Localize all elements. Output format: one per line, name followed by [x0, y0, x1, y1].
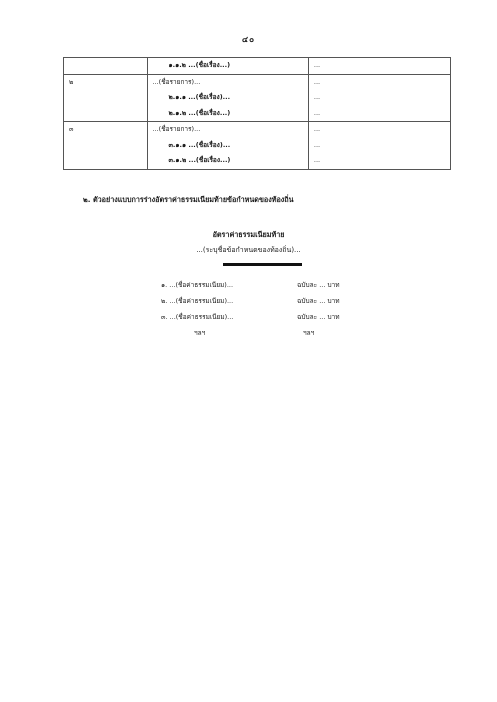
fee-rate: ฉบับละ ... บาท	[297, 281, 340, 289]
item-number-cell	[64, 74, 148, 122]
fee-row	[0, 280, 497, 296]
item-title: ...(ชื่อรายการ)...	[152, 77, 201, 86]
table-row	[64, 122, 451, 170]
fee-name: ๓. ...(ชื่อค่าธรรมเนียม)...	[161, 313, 234, 321]
title-underline	[223, 263, 302, 266]
item-detail: ...	[313, 77, 321, 86]
fee-schedule-subtitle: ...(ระบุชื่อข้อกำหนดของท้องถิ่น)...	[196, 246, 301, 254]
page-number: ๔๐	[242, 35, 255, 44]
sub-item-title: ๓.๑.๒ ...(ชื่อเรื่อง...)	[168, 156, 231, 164]
item-title-cell	[148, 122, 308, 170]
item-detail-cell	[308, 58, 450, 75]
item-number-cell	[64, 122, 148, 170]
item-number	[64, 58, 147, 74]
etc-marker-left: ฯลฯ	[194, 329, 206, 337]
fee-etc-row	[0, 328, 497, 344]
item-title-cell	[148, 58, 308, 75]
item-detail-cell	[308, 74, 450, 122]
fee-row	[0, 312, 497, 328]
fee-rate: ฉบับละ ... บาท	[297, 297, 340, 305]
item-detail-cell	[308, 122, 450, 170]
section-heading: ๒. ตัวอย่างแบบการร่างอัตราค่าธรรมเนียมท้ายข้อกำหนดของท้องถิ่น	[83, 195, 294, 204]
sub-item-title: ๓.๑.๑ ...(ชื่อเรื่อง)...	[168, 140, 231, 149]
item-detail: ...	[313, 93, 321, 101]
etc-marker-right: ฯลฯ	[303, 329, 315, 337]
item-title-cell	[148, 74, 308, 122]
sub-item-title: ๑.๑.๒ ...(ชื่อเรื่อง...)	[168, 61, 231, 69]
table-row	[64, 58, 451, 75]
item-number: ๓	[69, 125, 74, 133]
fee-name: ๒. ...(ชื่อค่าธรรมเนียม)...	[161, 297, 234, 305]
item-detail: ...	[313, 125, 321, 133]
fee-row	[0, 296, 497, 312]
fee-name: ๑. ...(ชื่อค่าธรรมเนียม)...	[161, 281, 234, 289]
outline-table	[63, 57, 451, 170]
outline-table-body	[64, 58, 451, 170]
sub-item-title: ๒.๑.๑ ...(ชื่อเรื่อง)...	[168, 93, 231, 101]
item-detail: ...	[313, 61, 321, 69]
fee-list	[0, 280, 497, 344]
table-row	[64, 74, 451, 122]
item-number-cell	[64, 58, 148, 75]
item-number: ๒	[69, 77, 74, 86]
fee-rate: ฉบับละ ... บาท	[297, 313, 340, 321]
sub-item-title: ๒.๑.๒ ...(ชื่อเรื่อง...)	[168, 108, 231, 117]
item-detail: ...	[313, 108, 321, 117]
item-detail: ...	[313, 140, 321, 149]
item-detail: ...	[313, 156, 321, 164]
fee-schedule-title: อัตราค่าธรรมเนียมท้าย	[212, 230, 285, 239]
item-title: ...(ชื่อรายการ)...	[152, 125, 201, 133]
